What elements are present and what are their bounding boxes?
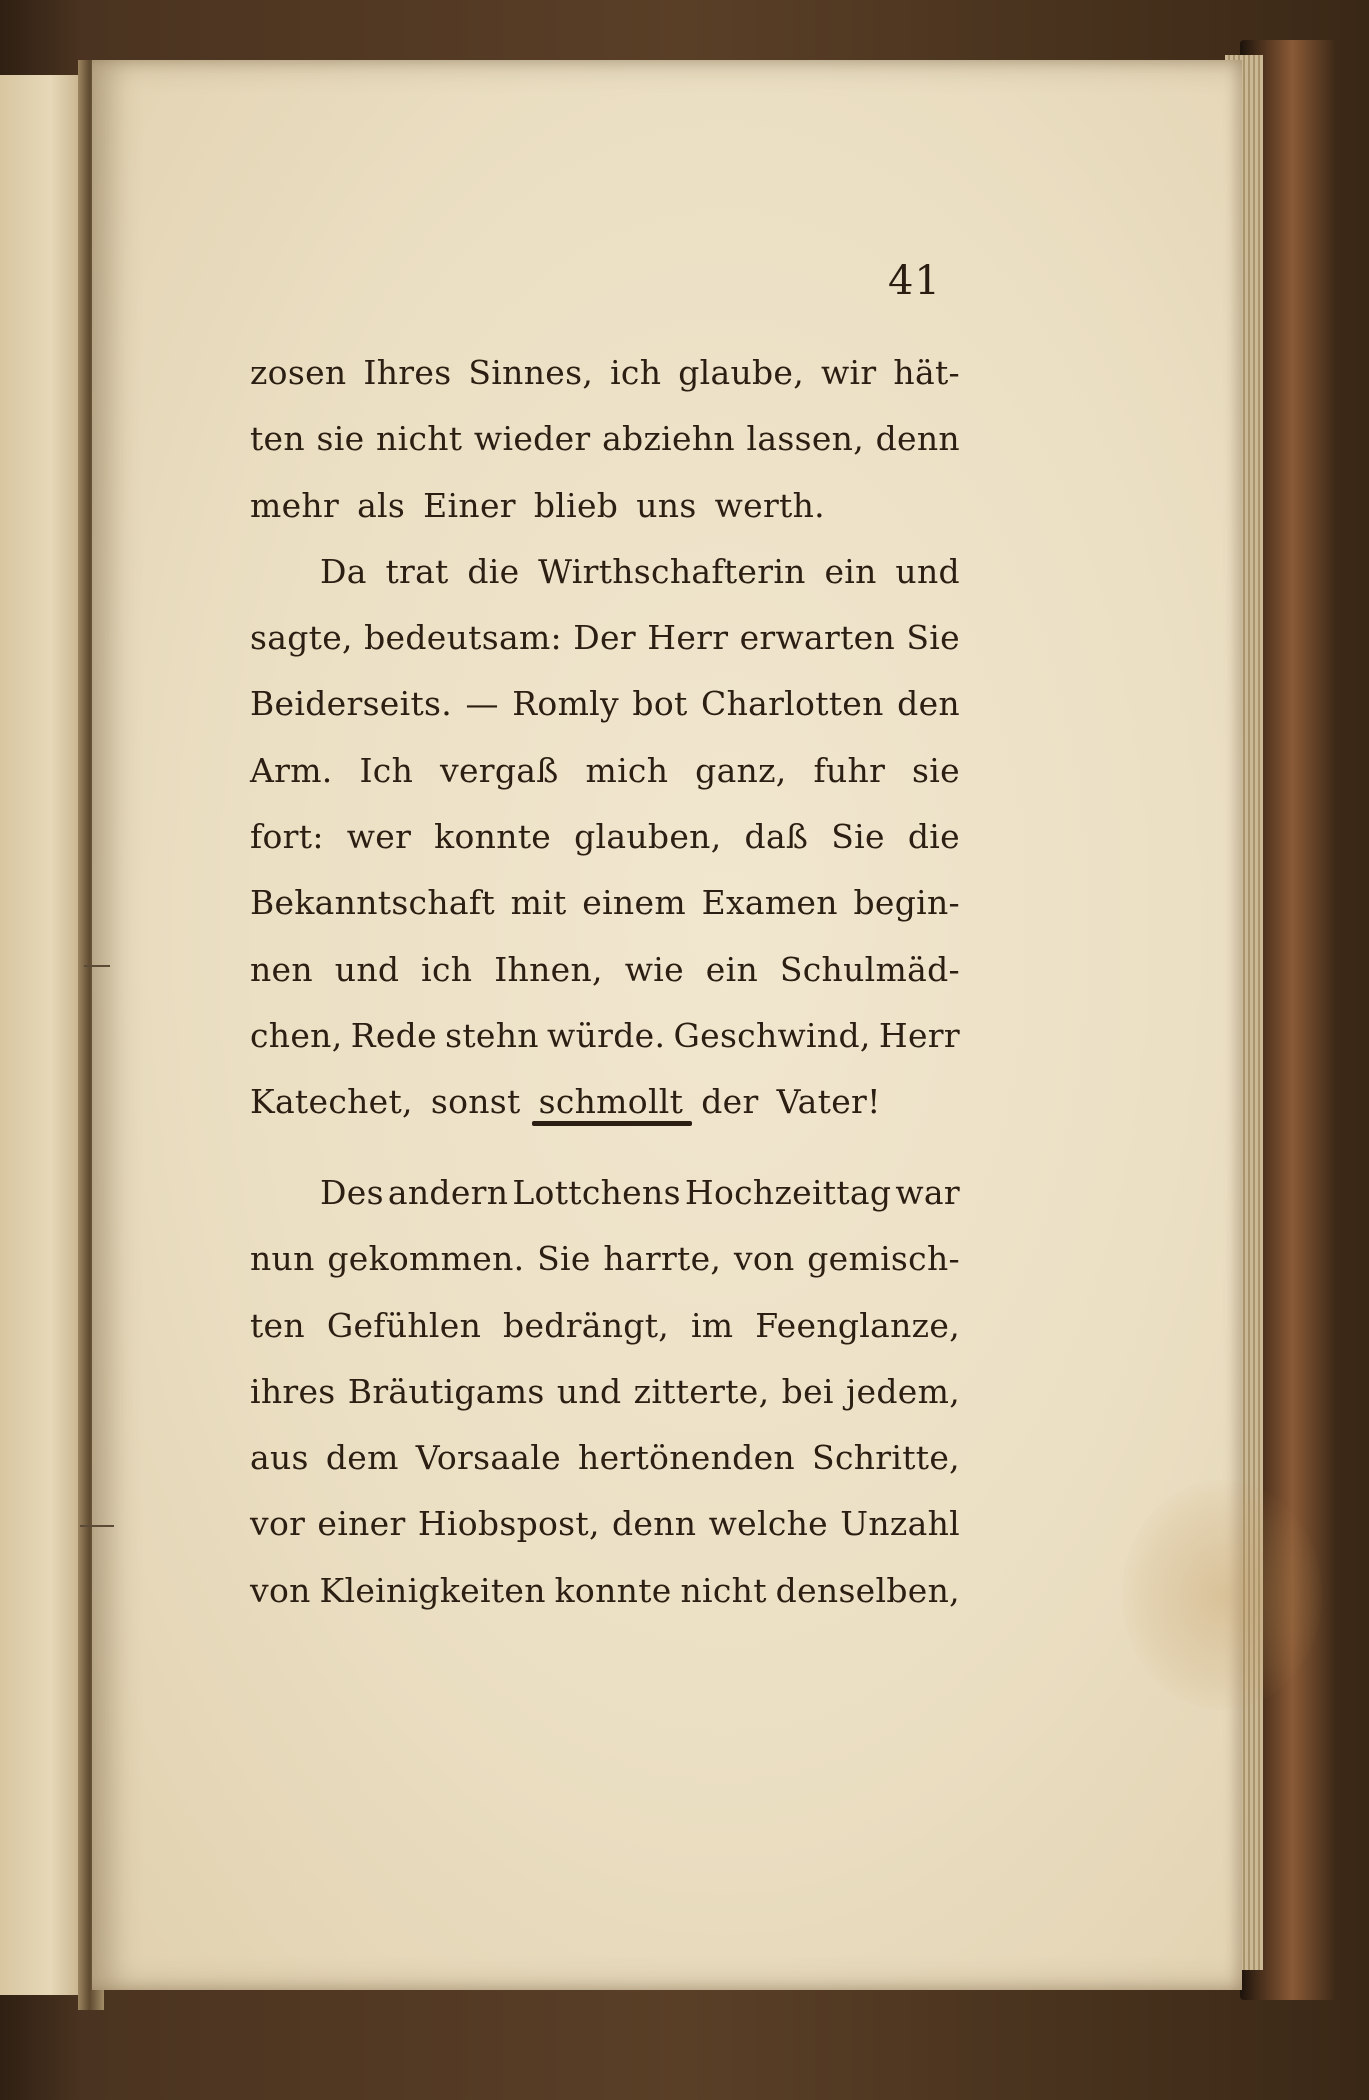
gutter-thread-mark [80, 1525, 114, 1527]
text-line: von Kleinigkeiten konnte nicht denselben, [250, 1570, 960, 1610]
text-line: ten Gefühlen bedrängt, im Feenglanze, [250, 1305, 960, 1345]
text-line: vor einer Hiobspost, denn welche Unzahl [250, 1504, 960, 1544]
text-line: aus dem Vorsaale hertönenden Schritte, [250, 1438, 960, 1478]
text-line: ten sie nicht wieder abziehn lassen, denn [250, 419, 960, 459]
text-line: nun gekommen. Sie harrte, von gemisch- [250, 1239, 960, 1279]
page-stain [1122, 1480, 1322, 1710]
text-line: fort: wer konnte glauben, daß Sie die [250, 817, 960, 857]
text-line: Beiderseits. — Romly bot Charlotten den [250, 684, 960, 724]
gutter-thread-mark [84, 965, 110, 967]
paragraph-1 [250, 340, 960, 1136]
text-line: Katechet, sonst schmollt der Vater! [250, 1082, 881, 1122]
text-line: sagte, bedeutsam: Der Herr erwarten Sie [250, 618, 960, 658]
paragraph-2 [250, 1160, 960, 1624]
text-line: ihres Bräutigams und zitterte, bei jedem, [250, 1371, 960, 1411]
text-line: nen und ich Ihnen, wie ein Schulmäd- [250, 949, 960, 989]
text-line: zosen Ihres Sinnes, ich glaube, wir hät- [250, 353, 960, 392]
text-line: Da trat die Wirthschafterin ein und [320, 551, 960, 591]
text-line: Arm. Ich vergaß mich ganz, fuhr sie [250, 750, 960, 790]
text-line: Bekanntschaft mit einem Examen begin- [250, 883, 960, 923]
section-divider-rule [532, 1121, 692, 1126]
text-line: Des andern Lottchens Hochzeittag war [320, 1173, 960, 1212]
text-line: mehr als Einer blieb uns werth. [250, 485, 825, 525]
text-line: chen, Rede stehn würde. Geschwind, Herr [250, 1015, 960, 1055]
page-number: 41 [888, 258, 941, 304]
